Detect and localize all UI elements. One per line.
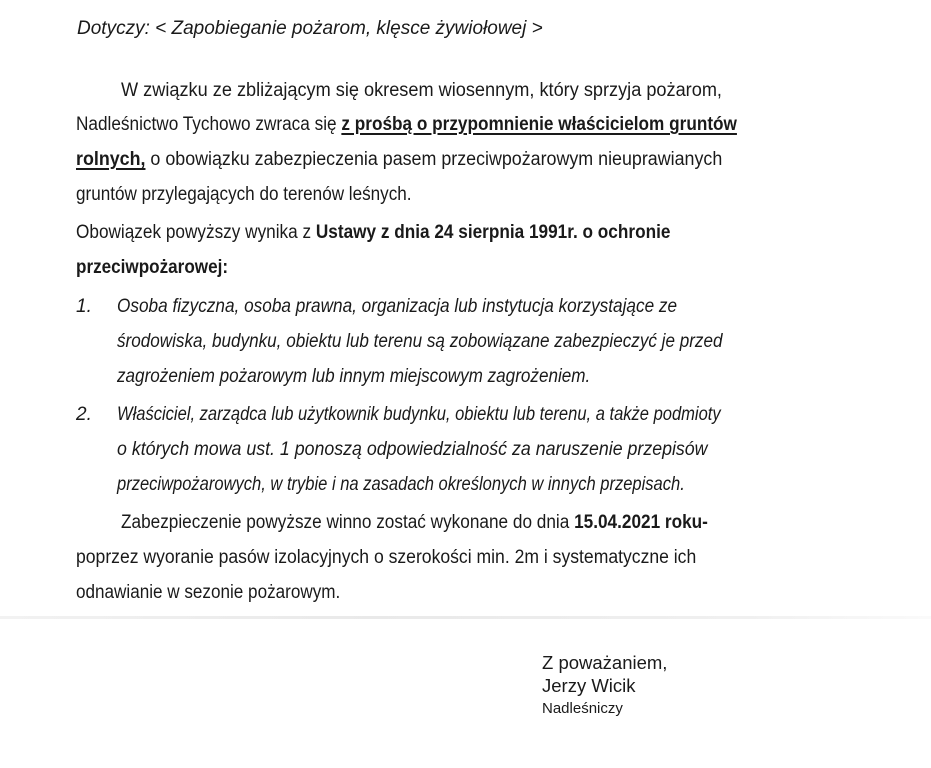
paragraph-1-line-3: [76, 149, 722, 171]
paragraph-1-line-1: W związku ze zbliżającym się okresem wiosennym, który sprzyja pożarom,: [121, 80, 722, 101]
law-reference: Ustawy z dnia 24 sierpnia 1991r. o ochronie: [315, 222, 671, 243]
list-item-1-line-2: środowiska, budynku, obiektu lub terenu są zobowiązane zabezpieczyć je przed: [117, 331, 723, 352]
paragraph-2-line-2: przeciwpożarowej:: [76, 257, 229, 278]
signature-title: Nadleśniczy: [542, 700, 623, 717]
paragraph-3-line-1: [121, 512, 708, 534]
list-item-2-line-1: Właściciel, zarządca lub użytkownik budynku, obiektu lub terenu, a także podmioty: [117, 404, 721, 425]
subject-line: Dotyczy: < Zapobieganie pożarom, klęsce żywiołowej >: [77, 18, 543, 39]
paragraph-1-text: o obowiązku zabezpieczenia pasem przeciwpożarowym nieuprawianych: [150, 149, 723, 170]
paragraph-1-line-4: gruntów przylegających do terenów leśnych.: [76, 184, 412, 205]
paragraph-1-emphasis: rolnych,: [76, 149, 146, 170]
list-item-1-number: 1.: [76, 296, 92, 317]
paragraph-3-text: Zabezpieczenie powyższe winno zostać wykonane do dnia: [121, 512, 570, 533]
paragraph-1-emphasis: z prośbą o przypomnienie właścicielom gruntów: [341, 114, 737, 135]
signature-closing: Z poważaniem,: [542, 652, 668, 673]
list-item-2-line-2: o których mowa ust. 1 ponoszą odpowiedzialność za naruszenie przepisów: [117, 439, 708, 460]
deadline-date: 15.04.2021 roku-: [574, 512, 708, 533]
paragraph-3-line-2: poprzez wyoranie pasów izolacyjnych o szerokości min. 2m i systematyczne ich: [76, 547, 697, 568]
list-item-2-number: 2.: [76, 404, 92, 425]
paragraph-2-line-1: [76, 222, 670, 244]
signature-name: Jerzy Wicik: [542, 675, 636, 696]
scan-divider: [0, 616, 931, 619]
paragraph-3-line-3: odnawianie w sezonie pożarowym.: [76, 582, 341, 603]
paragraph-1-line-2: [76, 114, 737, 136]
list-item-1-line-1: Osoba fizyczna, osoba prawna, organizacja lub instytucja korzystające ze: [117, 296, 678, 317]
list-item-1-line-3: zagrożeniem pożarowym lub innym miejscowym zagrożeniem.: [117, 366, 591, 387]
list-item-2-line-3: przeciwpożarowych, w trybie i na zasadach określonych w innych przepisach.: [117, 474, 685, 495]
paragraph-1-text: Nadleśnictwo Tychowo zwraca się: [76, 114, 337, 135]
paragraph-2-text: Obowiązek powyższy wynika z: [76, 222, 312, 243]
